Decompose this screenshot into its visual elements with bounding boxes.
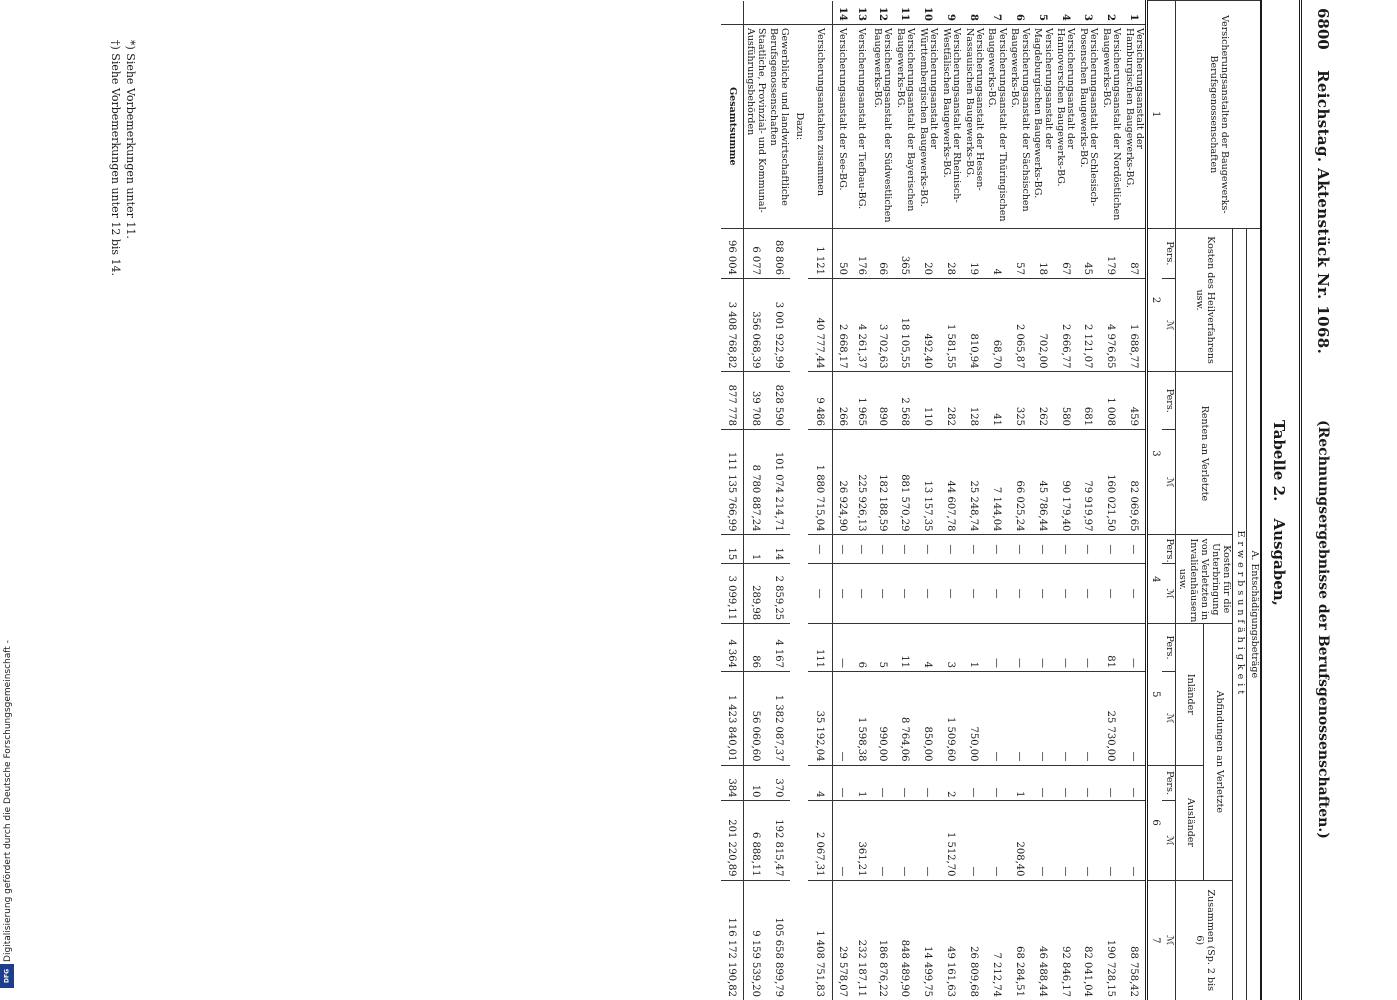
cell: 29 578,07 <box>832 880 852 1000</box>
row-number: 4 <box>1059 13 1071 21</box>
header-subtitle: (Rechnungsergebnisse der Berufsgenossenschaften.) <box>1315 420 1331 839</box>
cell: 88 806 <box>767 228 790 278</box>
cell: 361,21 <box>852 801 871 880</box>
cell: 881 570,29 <box>894 430 917 535</box>
col7-header: Zusammen (Sp. 2 bis 6) <box>1175 880 1233 1000</box>
cell: 66 025,24 <box>1008 430 1031 535</box>
cell: — <box>1099 535 1122 564</box>
cell: 45 <box>1077 228 1100 278</box>
cell: — <box>1008 535 1031 564</box>
cell: 4 <box>916 624 939 672</box>
cell: 2 859,25 <box>767 564 790 624</box>
col-number: 6 <box>1147 765 1162 880</box>
cell: — <box>1099 801 1122 880</box>
cell: — <box>1122 765 1146 801</box>
cell: 282 <box>939 372 962 430</box>
cell: — <box>1031 765 1054 801</box>
col5-header: Inländer <box>1175 624 1204 765</box>
unit-mark: ℳ <box>1162 880 1175 1000</box>
cell: — <box>832 765 852 801</box>
cell: 4 261,37 <box>852 279 871 372</box>
row-number: 1 <box>1128 13 1140 21</box>
cell: 325 <box>1008 372 1031 430</box>
cell: 266 <box>832 372 852 430</box>
running-header <box>1299 0 1342 1000</box>
cell: — <box>1008 564 1031 624</box>
row-label: Versicherungsanstalt der Schlesisch-Posenschen Baugewerks-BG. <box>1077 24 1100 228</box>
cell: — <box>962 535 985 564</box>
cell: — <box>894 801 917 880</box>
cell: 15 <box>721 535 744 564</box>
col2-header: Kosten des Heilverfahrens usw. <box>1175 228 1233 372</box>
table-name: Ausgaben, <box>1270 518 1288 606</box>
cell: 1 965 <box>852 372 871 430</box>
cell: 1 <box>852 765 871 801</box>
cell: 1 688,77 <box>1122 279 1146 372</box>
cell: 13 157,35 <box>916 430 939 535</box>
cell: 3 <box>939 624 962 672</box>
row-number: 3 <box>1082 13 1094 21</box>
unit-mark: ℳ <box>1162 430 1175 535</box>
table-row <box>894 1 917 1000</box>
row-label: Versicherungsanstalt der Tiefbau-BG. <box>852 24 871 228</box>
cell: 370 <box>767 765 790 801</box>
cell: 18 <box>1031 228 1054 278</box>
column-number-row <box>1147 1 1162 1000</box>
cell: 1 382 087,37 <box>767 672 790 765</box>
cell: 459 <box>1122 372 1146 430</box>
cell: 1 512,70 <box>939 801 962 880</box>
cell: — <box>894 564 917 624</box>
cell: — <box>1031 564 1054 624</box>
cell: — <box>985 672 1008 765</box>
cell: — <box>985 564 1008 624</box>
cell: 492,40 <box>916 279 939 372</box>
table-title <box>1270 420 1288 606</box>
footnote: *) Siehe Vorbemerkungen unter 11. <box>124 40 137 239</box>
header-title: Reichstag. Aktenstück Nr. 1068. <box>1314 70 1332 355</box>
table-row <box>985 1 1008 1000</box>
cell: 90 179,40 <box>1054 430 1077 535</box>
table-row <box>939 1 962 1000</box>
cell: 87 <box>1122 228 1146 278</box>
cell: 35 192,04 <box>808 672 833 765</box>
row-label: Versicherungsanstalt der Thüringischen Baugewerks-BG. <box>985 24 1008 228</box>
cell: 10 <box>743 765 766 801</box>
cell: — <box>1122 801 1146 880</box>
cell: 225 926,13 <box>852 430 871 535</box>
cell: 2 <box>939 765 962 801</box>
table-row <box>962 1 985 1000</box>
credit-text: Digitalisierung gefördert durch die Deutsche Forschungsgemeinschaft - <box>3 640 13 962</box>
row-label: Versicherungsanstalt der Magdeburgischen Baugewerks-BG. <box>1031 24 1054 228</box>
cell: — <box>1054 672 1077 765</box>
cell: 101 074 214,71 <box>767 430 790 535</box>
row-number: 5 <box>1036 13 1048 21</box>
cell: 9 486 <box>808 372 833 430</box>
cell: 28 <box>939 228 962 278</box>
row-label: Versicherungsanstalt der Hessen-Nassauischen Baugewerks-BG. <box>962 24 985 228</box>
row-label: Versicherungsanstalt der Württembergischen Baugewerks-BG. <box>916 24 939 228</box>
row-label: Versicherungsanstalt der Südwestlichen Baugewerks-BG. <box>871 24 894 228</box>
cell: 9 159 539,20 <box>743 880 766 1000</box>
cell: — <box>1031 535 1054 564</box>
section-header: A. Entschädigungsbeträge <box>1247 228 1261 1000</box>
col3-header: Renten an Verletzte <box>1175 372 1233 535</box>
cell: — <box>1077 765 1100 801</box>
unit-pers: Pers. <box>1162 535 1175 564</box>
cell: 92 846,17 <box>1054 880 1077 1000</box>
cell: — <box>1008 672 1031 765</box>
cell: 25 248,74 <box>962 430 985 535</box>
col-number: 5 <box>1147 624 1162 765</box>
table-row <box>1008 1 1031 1000</box>
footnote: †) Siehe Vorbemerkungen unter 12 bis 14. <box>108 40 122 277</box>
cell: 25 730,00 <box>1099 672 1122 765</box>
cell: — <box>832 801 852 880</box>
cell: — <box>1077 672 1100 765</box>
cell: 2 067,31 <box>808 801 833 880</box>
cell: 1 598,38 <box>852 672 871 765</box>
cell: — <box>808 564 833 624</box>
cell: 192 815,47 <box>767 801 790 880</box>
unit-mark: ℳ <box>1162 564 1175 624</box>
cell: 4 <box>808 765 833 801</box>
col6-header: Ausländer <box>1175 765 1204 880</box>
table-row <box>1031 1 1054 1000</box>
row-label: Versicherungsanstalt der Hannoverschen Baugewerks-BG. <box>1054 24 1077 228</box>
cell: 384 <box>721 765 744 801</box>
cell: 1 <box>1008 765 1031 801</box>
cell: — <box>871 564 894 624</box>
table-row <box>1077 1 1100 1000</box>
cell: — <box>1054 624 1077 672</box>
cell: 66 <box>871 228 894 278</box>
cell: — <box>916 535 939 564</box>
cell: — <box>894 765 917 801</box>
row-label: Versicherungsanstalten zusammen <box>808 24 833 228</box>
cell: — <box>1122 624 1146 672</box>
cell: 1 509,60 <box>939 672 962 765</box>
unit-mark: ℳ <box>1162 279 1175 372</box>
cell: — <box>962 801 985 880</box>
cell: 7 212,74 <box>985 880 1008 1000</box>
cell: — <box>1099 564 1122 624</box>
cell: 289,98 <box>743 564 766 624</box>
cell: — <box>985 765 1008 801</box>
row-number: 2 <box>1105 13 1117 21</box>
table-row <box>1099 1 1122 1000</box>
row-label: Versicherungsanstalt der See-BG. <box>832 24 852 228</box>
col-number: 4 <box>1147 535 1162 624</box>
cell: 1 <box>743 535 766 564</box>
row-label: Gesamtsumme <box>721 24 744 228</box>
table-row <box>832 1 852 1000</box>
row-number: 14 <box>836 7 848 21</box>
table-row <box>916 1 939 1000</box>
cell: 128 <box>962 372 985 430</box>
cell: 39 708 <box>743 372 766 430</box>
cell: 41 <box>985 372 1008 430</box>
unit-pers: Pers. <box>1162 372 1175 430</box>
row-number: 6 <box>1013 13 1025 21</box>
cell: — <box>1077 624 1100 672</box>
row-number: 10 <box>922 7 934 21</box>
cell: 3 001 922,99 <box>767 279 790 372</box>
grand-total-row <box>721 1 744 1000</box>
col-number: 1 <box>1147 1 1162 229</box>
cell: 44 607,78 <box>939 430 962 535</box>
cell: 19 <box>962 228 985 278</box>
cell: 82 041,04 <box>1077 880 1100 1000</box>
cell: 6 888,11 <box>743 801 766 880</box>
cell: 828 590 <box>767 372 790 430</box>
cell: 46 488,44 <box>1031 880 1054 1000</box>
cell: 990,00 <box>871 672 894 765</box>
cell: 750,00 <box>962 672 985 765</box>
cell: 67 <box>1054 228 1077 278</box>
cell: 20 <box>916 228 939 278</box>
cell: — <box>1054 564 1077 624</box>
cell: 2 668,17 <box>832 279 852 372</box>
col4-header: Kosten für die Unterbringung von Verletzten in Invalidenhäusern usw. <box>1175 535 1233 624</box>
cell: 14 <box>767 535 790 564</box>
cell: 1 880 715,04 <box>808 430 833 535</box>
cell: 890 <box>871 372 894 430</box>
cell: 356 068,39 <box>743 279 766 372</box>
cell: — <box>871 765 894 801</box>
cell: 4 <box>985 228 1008 278</box>
row-number: 8 <box>968 13 980 21</box>
cell: — <box>916 765 939 801</box>
cell: — <box>962 564 985 624</box>
cell: 26 809,68 <box>962 880 985 1000</box>
cell: — <box>1031 624 1054 672</box>
cell: 116 172 190,82 <box>721 880 744 1000</box>
cell: — <box>1008 624 1031 672</box>
cell: 3 099,11 <box>721 564 744 624</box>
cell: 1 <box>962 624 985 672</box>
cell: 190 728,15 <box>1099 880 1122 1000</box>
cell: 850,00 <box>916 672 939 765</box>
col-number: 3 <box>1147 372 1162 535</box>
cell: — <box>852 535 871 564</box>
col56-header: Abfindungen an Verletzte <box>1204 624 1233 880</box>
col-number: 2 <box>1147 228 1162 372</box>
cell: 186 876,22 <box>871 880 894 1000</box>
cell: 18 105,55 <box>894 279 917 372</box>
cell: 79 919,97 <box>1077 430 1100 535</box>
cell: 2 121,07 <box>1077 279 1100 372</box>
cell: 4 167 <box>767 624 790 672</box>
cell: 57 <box>1008 228 1031 278</box>
col1-header: Versicherungsanstalten der Baugewerks-Berufsgenossenschaften <box>1175 1 1261 229</box>
cell: 110 <box>916 372 939 430</box>
cell: 1 408 751,83 <box>808 880 833 1000</box>
cell: 681 <box>1077 372 1100 430</box>
cell: 160 021,50 <box>1099 430 1122 535</box>
cell: 14 499,75 <box>916 880 939 1000</box>
row-number: 11 <box>899 7 911 21</box>
cell: 848 489,90 <box>894 880 917 1000</box>
cell: — <box>916 801 939 880</box>
row-label: Gewerbliche und landwirtschaftliche Berufsgenossenschaften <box>767 24 790 228</box>
dazu-row <box>790 1 808 1000</box>
cell: 11 <box>894 624 917 672</box>
cell: — <box>1054 765 1077 801</box>
cell: 111 <box>808 624 833 672</box>
cell: 810,94 <box>962 279 985 372</box>
cell: 208,40 <box>1008 801 1031 880</box>
cell: 86 <box>743 624 766 672</box>
cell: — <box>832 535 852 564</box>
cell: 3 702,63 <box>871 279 894 372</box>
row-label: Versicherungsanstalt der Sächsischen Baugewerks-BG. <box>1008 24 1031 228</box>
cell: 105 658 899,79 <box>767 880 790 1000</box>
row-label: Versicherungsanstalt der Nordöstlichen Baugewerks-BG. <box>1099 24 1122 228</box>
cell: 50 <box>832 228 852 278</box>
cell: 81 <box>1099 624 1122 672</box>
table-row <box>852 1 871 1000</box>
cell: 111 135 766,99 <box>721 430 744 535</box>
cell: 6 077 <box>743 228 766 278</box>
footnotes <box>107 40 138 276</box>
table-row <box>767 1 790 1000</box>
cell: — <box>939 564 962 624</box>
cell: — <box>1077 564 1100 624</box>
cell: 179 <box>1099 228 1122 278</box>
table-row <box>743 1 766 1000</box>
row-number: 13 <box>855 7 867 21</box>
cell: 2 666,77 <box>1054 279 1077 372</box>
cell: 8 764,06 <box>894 672 917 765</box>
cell: 96 004 <box>721 228 744 278</box>
row-number: 12 <box>876 7 888 21</box>
unit-pers: Pers. <box>1162 765 1175 801</box>
dazu-label: Dazu: <box>790 24 808 228</box>
cell: 6 <box>852 624 871 672</box>
cell: — <box>1077 801 1100 880</box>
cell: 365 <box>894 228 917 278</box>
cell: — <box>832 624 852 672</box>
unit-pers: Pers. <box>1162 228 1175 278</box>
cell: 8 780 887,24 <box>743 430 766 535</box>
unit-pers: Pers. <box>1162 624 1175 672</box>
cell: 262 <box>1031 372 1054 430</box>
cell: — <box>808 535 833 564</box>
cell: 182 188,59 <box>871 430 894 535</box>
table-row <box>871 1 894 1000</box>
cell: 1 581,55 <box>939 279 962 372</box>
col-number: 7 <box>1147 880 1162 1000</box>
header-row-units <box>1162 1 1175 1000</box>
cell: 40 777,44 <box>808 279 833 372</box>
unit-mark: ℳ <box>1162 801 1175 880</box>
rotated-page <box>50 0 1348 1000</box>
cell: — <box>1122 564 1146 624</box>
cell: — <box>939 535 962 564</box>
cell: — <box>962 765 985 801</box>
cell: 49 161,63 <box>939 880 962 1000</box>
cell: 68,70 <box>985 279 1008 372</box>
cell: 2 568 <box>894 372 917 430</box>
row-number: 7 <box>990 13 1002 21</box>
cell: — <box>894 535 917 564</box>
cell: 5 <box>871 624 894 672</box>
cell: 3 408 768,82 <box>721 279 744 372</box>
table-row <box>1122 1 1146 1000</box>
cell: — <box>871 535 894 564</box>
cell: 232 187,11 <box>852 880 871 1000</box>
expenses-table <box>721 0 1262 1000</box>
subtotal-row <box>808 1 833 1000</box>
page-number: 6800 <box>1314 8 1332 50</box>
cell: — <box>1122 535 1146 564</box>
row-number: 9 <box>945 13 957 21</box>
cell: 877 778 <box>721 372 744 430</box>
cell: 88 758,42 <box>1122 880 1146 1000</box>
cell: 7 144,04 <box>985 430 1008 535</box>
cell: — <box>832 564 852 624</box>
cell: 4 364 <box>721 624 744 672</box>
row-label: Versicherungsanstalt der Bayerischen Baugewerks-BG. <box>894 24 917 228</box>
cell: 26 924,90 <box>832 430 852 535</box>
cell: 82 069,65 <box>1122 430 1146 535</box>
cell: — <box>1054 801 1077 880</box>
dfg-logo-text: DFG <box>3 968 11 984</box>
row-label: Staatliche, Provinzial- und Kommunal-Ausführungsbehörden <box>743 24 766 228</box>
header-row-section <box>1247 1 1261 1000</box>
dfg-logo <box>0 964 14 988</box>
cell: 4 976,65 <box>1099 279 1122 372</box>
cell: 176 <box>852 228 871 278</box>
table-label: Tabelle 2. <box>1270 420 1288 502</box>
cell: — <box>1054 535 1077 564</box>
cell: — <box>832 672 852 765</box>
row-label: Versicherungsanstalt der Hamburgischen Baugewerks-BG. <box>1122 24 1146 228</box>
cell: 702,00 <box>1031 279 1054 372</box>
unit-mark: ℳ <box>1162 672 1175 765</box>
cell: — <box>985 624 1008 672</box>
cell: — <box>1077 535 1100 564</box>
cell: 68 284,51 <box>1008 880 1031 1000</box>
cell: 1 121 <box>808 228 833 278</box>
cell: — <box>916 564 939 624</box>
row-label: Versicherungsanstalt der Rheinisch-Westfälischen Baugewerks-BG. <box>939 24 962 228</box>
subsection-header: Erwerbsunfähigkeit <box>1233 228 1247 1000</box>
cell: 2 065,87 <box>1008 279 1031 372</box>
cell: — <box>985 535 1008 564</box>
cell: — <box>1122 672 1146 765</box>
table-row <box>1054 1 1077 1000</box>
digitization-credit <box>0 606 16 996</box>
cell: — <box>1031 672 1054 765</box>
cell: — <box>1031 801 1054 880</box>
cell: — <box>985 801 1008 880</box>
cell: 1 423 840,01 <box>721 672 744 765</box>
cell: — <box>871 801 894 880</box>
cell: — <box>852 564 871 624</box>
cell: 56 060,60 <box>743 672 766 765</box>
cell: 45 786,44 <box>1031 430 1054 535</box>
cell: 580 <box>1054 372 1077 430</box>
cell: 201 220,89 <box>721 801 744 880</box>
cell: 1 008 <box>1099 372 1122 430</box>
cell: — <box>1099 765 1122 801</box>
